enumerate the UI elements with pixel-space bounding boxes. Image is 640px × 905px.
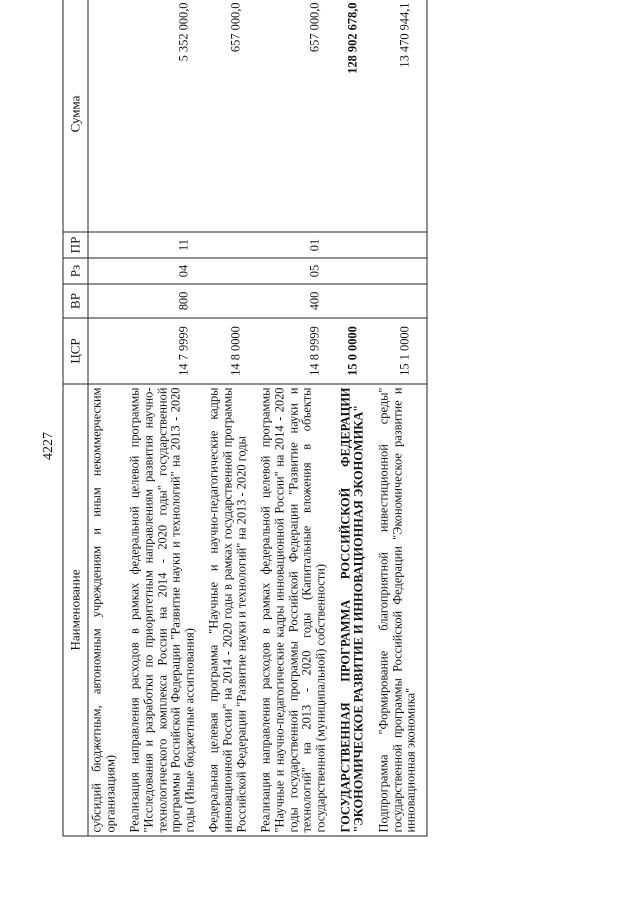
row-pr (374, 232, 426, 258)
header-rz: Рз (63, 258, 88, 284)
row-csr: 14 7 9999 (126, 318, 205, 384)
row-csr (88, 318, 126, 384)
row-rz (88, 258, 126, 284)
row-name: Федеральная целевая программа "Научные и научно-педагогические кадры инновационной России" на 2014 - 2020 годы в рамках государственной программы Российской Федерации "Развитие науки и технологий" на 2013 - 2020 годы (205, 384, 257, 836)
table-row (257, 0, 336, 836)
row-vr: 400 (257, 284, 336, 318)
row-rz (205, 258, 257, 284)
header-pr: ПР (63, 232, 88, 258)
row-csr: 14 8 9999 (257, 318, 336, 384)
page-number: 4227 (41, 432, 56, 460)
header-csr: ЦСР (63, 318, 88, 384)
table-row-program (336, 0, 374, 836)
table-row (88, 0, 126, 836)
row-name: субсидий бюджетным, автономным учреждениям и иным некоммерческим организациям) (88, 384, 126, 836)
table-row (205, 0, 257, 836)
table-row (374, 0, 426, 836)
budget-table-container (63, 0, 568, 837)
row-name: ГОСУДАРСТВЕННАЯ ПРОГРАММА РОССИЙСКОЙ ФЕДЕРАЦИИ "ЭКОНОМИЧЕСКОЕ РАЗВИТИЕ И ИННОВАЦИОННАЯ ЭКОНОМИКА" (336, 384, 374, 836)
row-name: Реализация направления расходов в рамках федеральной целевой программы "Исследования и разработки по приоритетным направлениям развития научно-технологического комплекса России на 2014 - 2020 годы" государственной программы Российской Федерации "Развитие науки и технологий" на 2013 - 2020 годы (Иные бюджетные ассигнования) (126, 384, 205, 836)
row-pr (88, 232, 126, 258)
row-rz (374, 258, 426, 284)
table-row (126, 0, 205, 836)
row-vr (88, 284, 126, 318)
budget-table (63, 0, 428, 837)
row-sum: 13 470 944,1 (374, 0, 426, 232)
header-sum: Сумма (63, 0, 88, 232)
row-csr: 15 0 0000 (336, 318, 374, 384)
table-header-row (63, 0, 88, 836)
row-pr: 01 (257, 232, 336, 258)
row-sum: 5 352 000,0 (126, 0, 205, 232)
header-name: Наименование (63, 384, 88, 836)
row-csr: 15 1 0000 (374, 318, 426, 384)
row-csr: 14 8 0000 (205, 318, 257, 384)
header-vr: ВР (63, 284, 88, 318)
row-rz (336, 258, 374, 284)
row-vr: 800 (126, 284, 205, 318)
row-name: Подпрограмма "Формирование благоприятной инвестиционной среды" государственной программы Российской Федерации "Экономическое развитие и инновационная экономика" (374, 384, 426, 836)
row-sum (88, 0, 126, 232)
row-sum: 657 000,0 (205, 0, 257, 232)
row-sum: 657 000,0 (257, 0, 336, 232)
row-name: Реализация направления расходов в рамках федеральной целевой программы "Научные и научно-педагогические кадры инновационной России" на 2014 - 2020 годы государственной программы Российской Федерации "Развитие науки и технологий" на 2013 - 2020 годы (Капитальные вложения в объекты государственной (муниципальной) собственности) (257, 384, 336, 836)
row-vr (336, 284, 374, 318)
row-rz: 05 (257, 258, 336, 284)
row-sum: 128 902 678,0 (336, 0, 374, 232)
row-pr: 11 (126, 232, 205, 258)
row-vr (374, 284, 426, 318)
row-pr (205, 232, 257, 258)
row-pr (336, 232, 374, 258)
row-rz: 04 (126, 258, 205, 284)
row-vr (205, 284, 257, 318)
